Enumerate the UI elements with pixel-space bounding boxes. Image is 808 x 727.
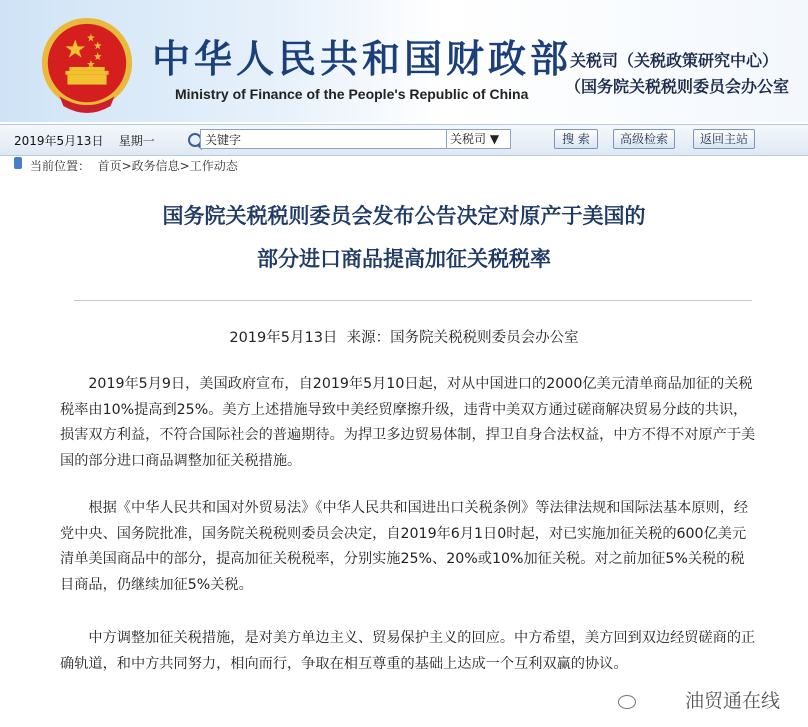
watermark: 油贸通在线 <box>684 690 780 712</box>
return-home-button[interactable]: 返回主站 <box>693 129 755 149</box>
search-input[interactable] <box>200 129 450 149</box>
ministry-title-en: Ministry of Finance of the People's Republic of China <box>175 86 529 102</box>
department-subname: （国务院关税税则委员会办公室 <box>565 77 790 96</box>
search-toolbar <box>0 124 808 156</box>
ministry-title-cn: 中华人民共和国财政部 <box>152 37 573 81</box>
search-scope-select[interactable]: 关税司 ▼ <box>446 129 511 149</box>
department-name: 关税司（关税政策研究中心） <box>570 51 779 70</box>
article-meta: 2019年5月13日 来源：国务院关税税则委员会办公室 <box>229 330 579 346</box>
article-paragraph-2: 根据《中华人民共和国对外贸易法》《中华人民共和国进出口关税条例》等法律法规和国际法基本原则，经党中央、国务院批准，国务院关税税则委员会决定，自2019年6月1日0时起，对已实施加征关税的600亿美元清单美国商品中的部分，提高加征关税税率，分别实施25%、20%或10%加征关税。对之前加征5%关税的税目商品，仍继续加征5%关税。 <box>60 500 749 593</box>
location-icon <box>14 157 22 169</box>
article-paragraph-1: 2019年5月9日，美国政府宣布，自2019年5月10日起，对从中国进口的2000亿美元清单商品加征的关税税率由10%提高到25%。美方上述措施导致中美经贸摩擦升级，违背中美双方通过磋商解决贸易分歧的共识，损害双方利益，不符合国际社会的普遍期待。为捍卫多边贸易体制，捍卫自身合法权益，中方不得不对原产于美国的部分进口商品调整加征关税措施。 <box>60 376 756 469</box>
national-emblem-icon <box>38 12 136 116</box>
advanced-search-button[interactable]: 高级检索 <box>613 129 675 149</box>
title-divider <box>74 300 752 301</box>
search-button[interactable]: 搜 索 <box>554 129 598 149</box>
article-paragraph-3: 中方调整加征关税措施，是对美方单边主义、贸易保护主义的回应。中方希望，美方回到双边经贸磋商的正确轨道，和中方共同努力，相向而行，争取在相互尊重的基础上达成一个互利双赢的协议。 <box>60 630 756 672</box>
wechat-icon <box>618 695 636 709</box>
article-title-line1: 国务院关税税则委员会发布公告决定对原产于美国的 <box>162 204 646 228</box>
header-banner <box>0 0 808 122</box>
article-title-line2: 部分进口商品提高加征关税税率 <box>257 247 551 271</box>
breadcrumb <box>0 155 808 173</box>
current-date: 2019年5月13日 星期一 <box>14 134 155 148</box>
breadcrumb-text[interactable]: 当前位置： 首页>政务信息>工作动态 <box>30 159 238 173</box>
